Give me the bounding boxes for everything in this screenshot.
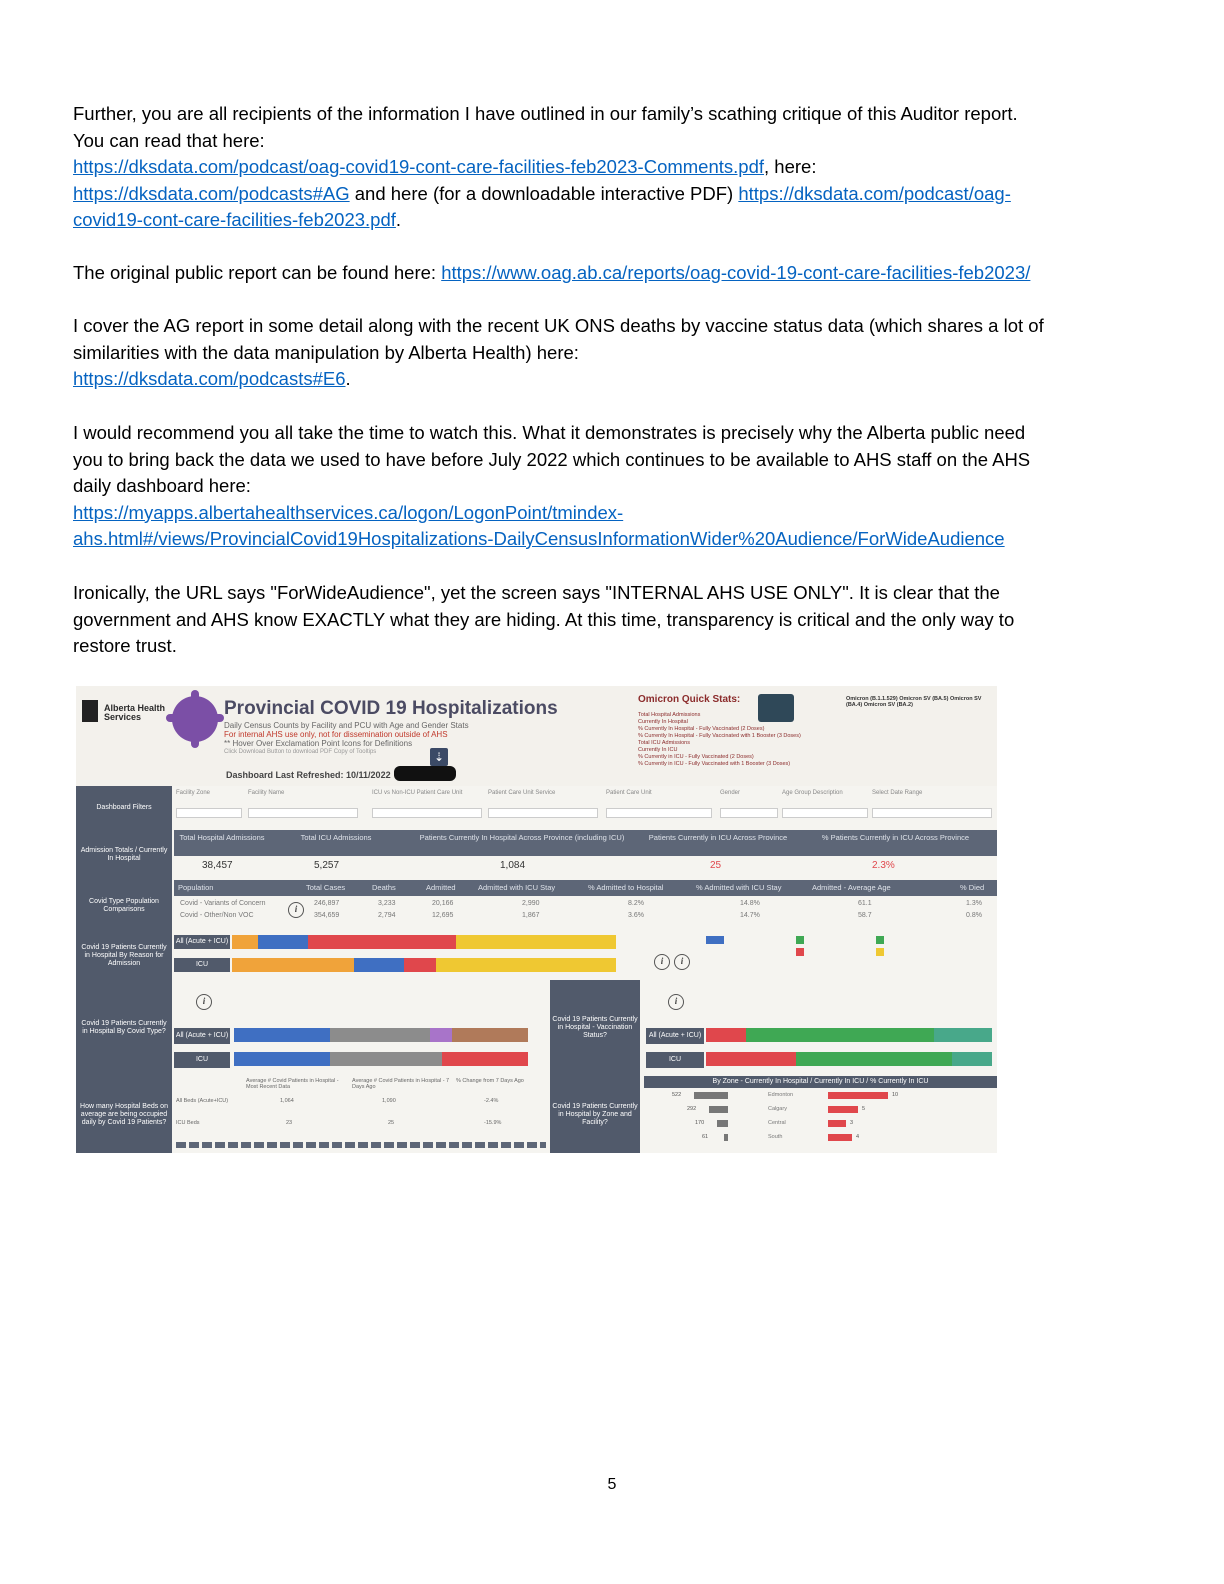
beds-cell: -2.4%	[484, 1098, 499, 1104]
vacc-bar-segment[interactable]	[796, 1052, 836, 1066]
filter-dropdown[interactable]	[720, 808, 778, 818]
ctype-bar-segment[interactable]	[430, 1028, 452, 1042]
vacc-bar-segment[interactable]	[934, 1028, 992, 1042]
text-line: you to bring back the data we used to have before July 2022 which continues to be available to AHS staff on the AHS	[73, 448, 1031, 470]
zone-icu-value: 10	[892, 1092, 899, 1098]
population-cell: 8.2%	[628, 900, 644, 907]
omicron-row: % Currently In Hospital - Fully Vaccinated (2 Doses)	[638, 726, 765, 732]
population-cell: 0.8%	[966, 912, 982, 919]
all-label: All (Acute + ICU)	[174, 935, 230, 949]
covid-type-label: Covid 19 Patients Currently in Hospital By Covid Type?	[76, 980, 172, 1076]
redaction-mark	[394, 766, 456, 781]
link-interactive-pdf-cont[interactable]: covid19-cont-care-facilities-feb2023.pdf	[73, 209, 396, 230]
population-col: Deaths	[372, 883, 396, 892]
filter-gender[interactable]	[720, 790, 778, 818]
population-cell: 2,794	[378, 912, 396, 919]
zone-hospital-bar[interactable]	[717, 1120, 728, 1127]
admission-value: 25	[710, 860, 722, 871]
beds-header: Average # Covid Patients in Hospital - 7 Days Ago	[352, 1078, 450, 1090]
beds-cell: All Beds (Acute+ICU)	[176, 1098, 229, 1104]
zone-name: Central	[768, 1120, 786, 1126]
filter-label: Patient Care Unit Service	[488, 790, 556, 796]
population-col: Total Cases	[306, 883, 346, 892]
download-icon[interactable]: ⇣	[430, 748, 448, 766]
paragraph-original-report	[73, 260, 1153, 287]
beds-cell: 1,064	[280, 1098, 294, 1104]
text-fragment: , here:	[764, 156, 817, 177]
link-comments-pdf[interactable]: https://dksdata.com/podcast/oag-covid19-cont-care-facilities-feb2023-Comments.pdf	[73, 156, 765, 177]
admission-header: Patients Currently In Hospital Across Province (including ICU)	[402, 830, 642, 856]
population-col: % Admitted to Hospital	[588, 883, 664, 892]
beds-cell: -15.9%	[484, 1120, 502, 1126]
covid-type-band	[76, 980, 997, 1076]
zone-hospital-bar[interactable]	[709, 1106, 728, 1113]
info-icon[interactable]: i	[674, 954, 690, 970]
population-col: Admitted with ICU Stay	[478, 883, 556, 892]
filter-dropdown[interactable]	[606, 808, 712, 818]
population-col: % Died	[960, 883, 985, 892]
filter-label: Facility Name	[248, 790, 285, 796]
paragraph-critique	[73, 101, 1153, 234]
beds-header: Average # Covid Patients in Hospital - Most Recent Data	[246, 1078, 339, 1090]
omicron-row: % Currently in ICU - Fully Vaccinated with 1 Booster (3 Doses)	[638, 761, 791, 767]
ctype-bar-segment[interactable]	[234, 1028, 330, 1042]
text-fragment: The original public report can be found here:	[73, 262, 442, 283]
subtitle-line: Daily Census Counts by Facility and PCU with Age and Gender Stats	[224, 721, 469, 730]
omicron-stats	[638, 712, 993, 784]
text-fragment: .	[395, 209, 402, 230]
filter-label: Gender	[720, 790, 741, 796]
ctype-bar-segment[interactable]	[452, 1028, 528, 1042]
zone-hospital-bar[interactable]	[724, 1134, 728, 1141]
population-col: Admitted	[426, 883, 456, 892]
omicron-title: Omicron Quick Stats:	[638, 694, 741, 705]
population-cell: 246,897	[314, 900, 340, 907]
admission-value: 5,257	[314, 860, 340, 871]
legend-swatch	[706, 936, 724, 944]
all-label: All (Acute + ICU)	[646, 1028, 704, 1044]
admission-header: Total Hospital Admissions	[174, 830, 270, 856]
admission-header: % Patients Currently in ICU Across Province	[794, 830, 997, 856]
population-cell: 354,659	[314, 912, 340, 919]
text-line: You can read that here:	[73, 129, 265, 151]
link-podcasts-ag[interactable]: https://dksdata.com/podcasts#AG	[73, 182, 350, 204]
filters-band	[76, 786, 997, 830]
population-band	[76, 880, 997, 932]
population-label: Covid Type Population Comparisons	[76, 880, 172, 932]
reason-bar-segment[interactable]	[436, 958, 616, 972]
all-label: All (Acute + ICU)	[174, 1028, 230, 1044]
link-interactive-pdf[interactable]: https://dksdata.com/podcast/oag-	[738, 182, 1011, 204]
ctype-bar-segment[interactable]	[234, 1052, 330, 1066]
beds-label: How many Hospital Beds on average are being occupied daily by Covid 19 Patients?	[76, 1076, 172, 1153]
reason-bar-segment[interactable]	[308, 935, 456, 949]
population-cell: 3.6%	[628, 912, 644, 919]
ahs-logo-text: Alberta Health Services	[104, 703, 166, 722]
filter-label: Facility Zone	[176, 790, 211, 796]
reason-bar-segment[interactable]	[354, 958, 404, 972]
icu-label: ICU	[174, 1052, 230, 1068]
vacc-bar-segment[interactable]	[706, 1052, 796, 1066]
zone-icu-bar[interactable]	[828, 1134, 852, 1141]
beds-cell: 25	[388, 1120, 395, 1126]
zone-icu-bar[interactable]	[828, 1120, 846, 1127]
zone-title: By Zone - Currently In Hospital / Currently In ICU / % Currently In ICU	[644, 1076, 997, 1088]
vaccination-label: Covid 19 Patients Currently in Hospital - Vaccination Status?	[550, 980, 640, 1076]
ctype-bar-segment[interactable]	[330, 1028, 430, 1042]
filter-label: Select Date Range	[872, 790, 923, 796]
filter-dropdown[interactable]	[176, 808, 242, 818]
subtitle-line: For internal AHS use only, not for dissemination outside of AHS	[224, 730, 448, 739]
page-number: 5	[607, 1476, 617, 1493]
omicron-row: Total ICU Admissions	[638, 740, 690, 746]
dashboard-photo	[76, 686, 997, 1153]
reason-bar-segment[interactable]	[258, 935, 308, 949]
text-line: Further, you are all recipients of the information I have outlined in our family’s scathing critique of this Auditor report.	[73, 103, 1018, 124]
legend-swatch	[796, 936, 804, 944]
vacc-bar-segment[interactable]	[706, 1028, 746, 1042]
admission-value: 1,084	[500, 860, 526, 871]
text-line: similarities with the data manipulation by Alberta Health) here:	[73, 341, 579, 363]
ctype-bar-segment[interactable]	[442, 1052, 528, 1066]
icu-label: ICU	[174, 958, 230, 972]
vacc-bar-segment[interactable]	[828, 1028, 934, 1042]
population-cell: 1,867	[522, 912, 540, 919]
virus-icon	[172, 696, 218, 742]
filter-dropdown[interactable]	[782, 808, 868, 818]
zone-hospital-bar[interactable]	[694, 1092, 728, 1099]
text-line: daily dashboard here:	[73, 475, 251, 496]
admission-band	[76, 830, 997, 880]
ctype-bar-segment[interactable]	[330, 1052, 442, 1066]
omicron-row: Currently In Hospital	[638, 719, 688, 725]
reason-bar-segment[interactable]	[232, 935, 258, 949]
zone-box-label: Covid 19 Patients Currently in Hospital by Zone and Facility?	[550, 1076, 640, 1153]
filter-slider[interactable]	[872, 808, 992, 818]
link-ahs-dashboard-cont[interactable]: ahs.html#/views/ProvincialCovid19Hospitalizations-DailyCensusInformationWider%20Audience/ForWideAudience	[73, 528, 1005, 549]
info-icon[interactable]: i	[668, 994, 684, 1010]
filter-label: ICU vs Non-ICU Patient Care Unit	[372, 790, 463, 796]
dashboard-subtitle	[224, 721, 584, 757]
filter-age-group[interactable]	[782, 790, 868, 818]
zone-hospital-value: 292	[687, 1106, 697, 1112]
population-cell: 58.7	[858, 912, 872, 919]
population-cell: Covid - Other/Non VOC	[180, 912, 254, 919]
omicron-col: Omicron (B.1.1.529)	[846, 696, 898, 702]
info-icon[interactable]: i	[288, 902, 304, 918]
omicron-col: Omicron SV (BA.5)	[899, 696, 949, 702]
icu-label: ICU	[646, 1052, 704, 1068]
zone-icu-bar[interactable]	[828, 1092, 888, 1099]
admission-header: Patients Currently in ICU Across Province	[642, 830, 794, 856]
legend-swatch	[796, 948, 804, 956]
zone-hospital-value: 522	[672, 1092, 682, 1098]
zone-name: South	[768, 1134, 783, 1140]
zone-icu-value: 3	[850, 1120, 854, 1126]
population-col: Population	[178, 883, 214, 892]
population-cell: Covid - Variants of Concern	[180, 900, 266, 907]
filter-pcu-service[interactable]	[488, 790, 598, 818]
vacc-bar-segment[interactable]	[952, 1052, 992, 1066]
omicron-row: Total Hospital Admissions	[638, 712, 701, 718]
beds-cell: 1,090	[382, 1098, 396, 1104]
population-cell: 2,990	[522, 900, 540, 907]
ahs-logo	[82, 700, 172, 730]
text-line: restore trust.	[73, 635, 177, 656]
population-col: Admitted - Average Age	[812, 883, 891, 892]
dashboard-title: Provincial COVID 19 Hospitalizations	[224, 698, 558, 719]
vacc-bar-segment[interactable]	[746, 1028, 828, 1042]
text-line: I cover the AG report in some detail along with the recent UK ONS deaths by vaccine status data (which shares a lot of	[73, 315, 1044, 336]
filter-label: Age Group Description	[782, 790, 843, 796]
omicron-row: % Currently in ICU - Fully Vaccinated (2 Doses)	[638, 754, 754, 760]
omicron-col: Omicron SV (BA.2)	[863, 702, 913, 708]
text-fragment: .	[345, 368, 351, 389]
filter-facility-name[interactable]	[248, 790, 358, 818]
text-fragment: and here (for a downloadable interactive PDF)	[349, 182, 739, 204]
beds-header: % Change from 7 Days Ago	[456, 1078, 524, 1084]
text-line: Ironically, the URL says "ForWideAudience", yet the screen says "INTERNAL AHS USE ONLY". It is clear that the	[73, 582, 1000, 603]
zone-icu-value: 5	[862, 1106, 866, 1112]
ahs-logo-mark	[82, 700, 98, 722]
filter-facility-zone[interactable]	[176, 790, 242, 818]
zone-hospital-value: 170	[695, 1120, 705, 1126]
paragraph-ironically	[73, 580, 1153, 660]
text-line: I would recommend you all take the time to watch this. What it demonstrates is precisely why the Alberta public need	[73, 422, 1026, 443]
subtitle-line: ** Hover Over Exclamation Point Icons for Definitions	[224, 739, 413, 748]
zone-icu-value: 4	[856, 1134, 860, 1140]
filter-label: Patient Care Unit	[606, 790, 652, 796]
omicron-columns	[846, 696, 996, 708]
zone-name: Calgary	[768, 1106, 787, 1112]
filters-label: Dashboard Filters	[76, 786, 172, 830]
population-cell: 3,233	[378, 900, 396, 907]
population-cell: 12,695	[432, 912, 454, 919]
beds-cell: ICU Beds	[176, 1120, 200, 1126]
zone-band	[76, 1076, 997, 1153]
reason-bar-segment[interactable]	[404, 958, 436, 972]
population-cell: 1.3%	[966, 900, 982, 907]
omicron-row: % Currently In Hospital - Fully Vaccinated with 1 Booster (3 Doses)	[638, 733, 801, 739]
dashboard-refreshed: Dashboard Last Refreshed: 10/11/2022	[226, 770, 391, 780]
population-cell: 14.7%	[740, 912, 760, 919]
zone-hospital-value: 61	[702, 1134, 709, 1140]
filter-dropdown[interactable]	[248, 808, 358, 818]
text-line: government and AHS know EXACTLY what they are hiding. At this time, transparency is critical and the only way to	[73, 608, 1015, 630]
scroll-indicator	[176, 1142, 546, 1148]
population-col: % Admitted with ICU Stay	[696, 883, 782, 892]
legend-swatch	[876, 936, 884, 944]
admission-value: 2.3%	[872, 860, 895, 871]
population-cell: 14.8%	[740, 900, 760, 907]
admission-header: Total ICU Admissions	[270, 830, 402, 856]
admission-label: Admission Totals / Currently In Hospital	[76, 830, 172, 880]
population-header	[174, 880, 997, 896]
filter-dropdown[interactable]	[372, 808, 482, 818]
reason-bar-segment[interactable]	[232, 958, 354, 972]
filter-date-range[interactable]	[872, 790, 992, 818]
reason-label: Covid 19 Patients Currently in Hospital By Reason for Admission	[76, 932, 172, 980]
info-icon[interactable]: i	[654, 954, 670, 970]
filter-dropdown[interactable]	[488, 808, 598, 818]
reason-band	[76, 932, 997, 980]
admission-value: 38,457	[202, 860, 233, 871]
population-cell: 61.1	[858, 900, 872, 907]
link-oag-report[interactable]: https://www.oag.ab.ca/reports/oag-covid-19-cont-care-facilities-feb2023/	[441, 262, 1031, 283]
subtitle-line: Click Download Button to download PDF Copy of Tooltips	[224, 749, 377, 755]
link-podcasts-e6[interactable]: https://dksdata.com/podcasts#E6	[73, 368, 346, 389]
info-icon[interactable]: i	[196, 994, 212, 1010]
vacc-bar-segment[interactable]	[836, 1052, 952, 1066]
legend-swatch	[876, 948, 884, 956]
beds-cell: 23	[286, 1120, 293, 1126]
zone-icu-bar[interactable]	[828, 1106, 858, 1113]
paragraph-ag-coverage	[73, 313, 1153, 393]
link-ahs-dashboard[interactable]: https://myapps.albertahealthservices.ca/logon/LogonPoint/tmindex-	[73, 501, 624, 523]
filter-icu[interactable]	[372, 790, 482, 818]
omicron-col: Omicron SV (BA.4)	[846, 696, 982, 708]
zone-name: Edmonton	[768, 1092, 794, 1098]
paragraph-recommendation	[73, 420, 1153, 553]
filter-pcu[interactable]	[606, 790, 712, 818]
dashboard-header	[76, 686, 997, 786]
reason-bar-segment[interactable]	[456, 935, 616, 949]
omicron-row: Currently In ICU	[638, 747, 678, 753]
population-cell: 20,166	[432, 900, 454, 907]
